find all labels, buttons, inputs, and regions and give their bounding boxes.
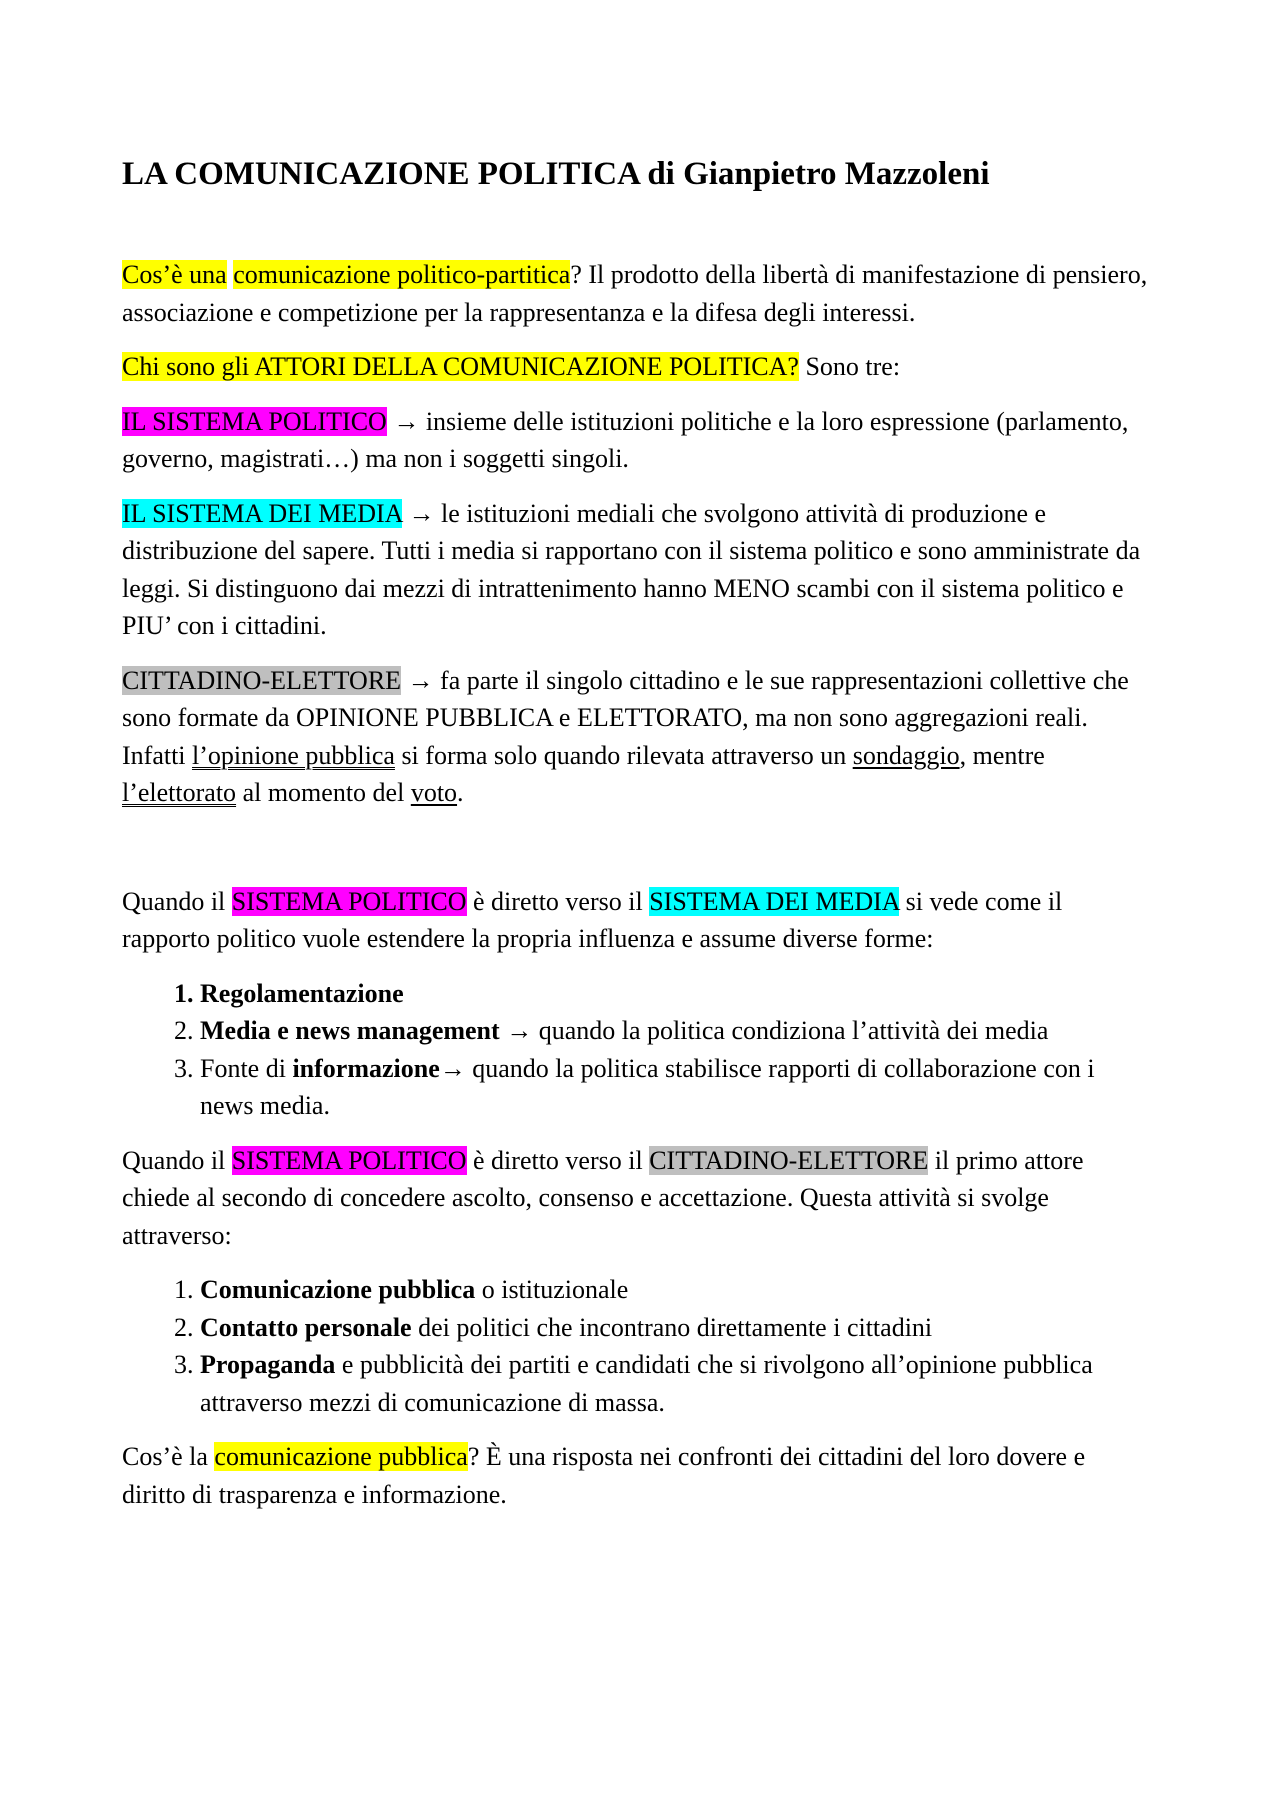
highlight-media-system: IL SISTEMA DEI MEDIA [122, 498, 402, 528]
highlight-question: Cos’è una [122, 260, 227, 289]
arrow-icon: → [401, 498, 441, 528]
paragraph-text: ? Il prodotto della libertà di manifestazione di pensiero, associazione e competizione per la rappresentanza e la difesa degli interessi. [122, 260, 1148, 327]
list-item [200, 1309, 1150, 1347]
list-item [200, 1050, 1150, 1125]
list-item-bold: Propaganda [200, 1350, 336, 1379]
paragraph-text: è diretto verso il [466, 886, 650, 916]
paragraph-text: si forma solo quando rilevata attraverso un [394, 740, 853, 770]
paragraph-citizen-voter [122, 662, 1150, 812]
underlined-term: l’opinione pubblica [192, 740, 395, 770]
list-item-bold: Comunicazione pubblica [200, 1275, 476, 1304]
paragraph-text: al momento del [236, 778, 411, 807]
paragraph-actors [122, 348, 1150, 386]
paragraph-media-system [122, 495, 1150, 645]
list-item-bold: Media e news management [200, 1016, 500, 1045]
paragraph-political-system [122, 403, 1150, 478]
list-item-text: e pubblicità dei partiti e candidati che si rivolgono all’opinione pubblica attraverso mezzi di comunicazione di massa. [200, 1350, 1093, 1417]
paragraph-politics-to-citizen [122, 1142, 1150, 1255]
paragraph-text: è diretto verso il [466, 1145, 650, 1175]
underlined-term: voto [410, 778, 458, 807]
highlight-political-system: SISTEMA POLITICO [231, 886, 467, 916]
highlight-question: Chi sono gli ATTORI DELLA COMUNICAZIONE POLITICA? [122, 352, 799, 381]
paragraph-text: Quando il [122, 886, 232, 916]
numbered-list-forms [122, 975, 1150, 1125]
list-item-bold: Regolamentazione [200, 978, 404, 1008]
highlight-citizen-voter: CITTADINO-ELETTORE [122, 665, 402, 695]
paragraph-politics-to-media [122, 883, 1150, 958]
paragraph-text: ? È una risposta nei confronti dei cittadini del loro dovere e diritto di trasparenza e informazione. [122, 1442, 1086, 1509]
paragraph-text: il primo attore chiede al secondo di concedere ascolto, consenso e accettazione. Questa attività si svolge attraverso: [122, 1145, 1084, 1250]
highlight-political-system: SISTEMA POLITICO [231, 1145, 467, 1175]
numbered-list-activities [122, 1271, 1150, 1421]
list-item-bold: Contatto personale [200, 1312, 412, 1342]
paragraph-text: , mentre [959, 740, 1045, 770]
arrow-icon: → [401, 665, 441, 695]
paragraph-text: fa parte il singolo cittadino e le sue rappresentazioni collettive che sono formate da OPINIONE PUBBLICA e ELETTORATO, ma non sono aggregazioni reali. Infatti [122, 665, 1129, 770]
highlight-term: comunicazione pubblica [214, 1442, 468, 1471]
paragraph-text: le istituzioni mediali che svolgono attività di produzione e distribuzione del sapere. Tutti i media si rapportano con il sistema politico e sono amministrate da leggi. Si distinguono dai mezzi di intrattenimento hanno MENO scambi con il sistema politico e PIU’ con i cittadini. [122, 498, 1141, 640]
spacer [122, 829, 1150, 883]
list-item [200, 1271, 1150, 1309]
document-title: LA COMUNICAZIONE POLITICA di Gianpietro Mazzoleni [122, 156, 990, 192]
paragraph-text: Quando il [122, 1145, 232, 1175]
highlight-political-system: IL SISTEMA POLITICO [122, 406, 387, 436]
list-item-bold: informazione [292, 1053, 440, 1083]
list-item-text: → quando la politica stabilisce rapporti di collaborazione con i news media. [200, 1053, 1095, 1120]
paragraph-text: insieme delle istituzioni politiche e la loro espressione (parlamento, governo, magistrati…) ma non i soggetti singoli. [122, 406, 1129, 473]
paragraph-text: . [457, 778, 464, 807]
highlight-term: comunicazione politico-partitica [233, 260, 571, 289]
list-item [200, 975, 1150, 1013]
list-item [200, 1346, 1150, 1421]
underlined-term: sondaggio [852, 740, 960, 770]
highlight-media-system: SISTEMA DEI MEDIA [649, 886, 900, 916]
paragraph-public-communication [122, 1438, 1150, 1513]
list-item-text: Fonte di [200, 1053, 293, 1083]
paragraph-text: si vede come il rapporto politico vuole estendere la propria influenza e assume diverse forme: [122, 886, 1063, 953]
list-item-text: dei politici che incontrano direttamente i cittadini [411, 1312, 933, 1342]
list-item [200, 1012, 1150, 1050]
paragraph-definition [122, 256, 1150, 331]
arrow-icon: → [386, 406, 426, 436]
paragraph-text: Sono tre: [798, 352, 901, 381]
list-item-text: → quando la politica condiziona l’attività dei media [499, 1016, 1049, 1045]
list-item-text: o istituzionale [475, 1275, 629, 1304]
highlight-citizen-voter: CITTADINO-ELETTORE [649, 1145, 929, 1175]
underlined-term: l’elettorato [122, 778, 237, 807]
paragraph-text: Cos’è la [122, 1442, 215, 1471]
